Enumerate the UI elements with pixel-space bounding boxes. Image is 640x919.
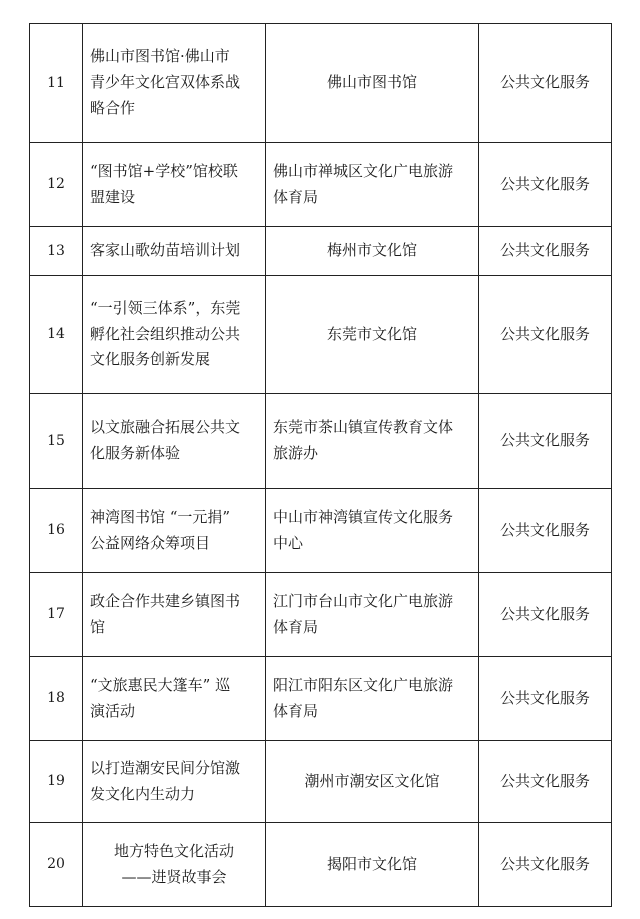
project-name: 以打造潮安民间分馆激 发文化内生动力 xyxy=(83,741,266,823)
organization: 潮州市潮安区文化馆 xyxy=(266,741,479,823)
organization: 江门市台山市文化广电旅游 体育局 xyxy=(266,573,479,657)
table-row xyxy=(30,489,612,573)
organization: 东莞市文化馆 xyxy=(266,276,479,394)
project-name: “图书馆+学校”馆校联 盟建设 xyxy=(83,143,266,227)
table-row xyxy=(30,573,612,657)
category: 公共文化服务 xyxy=(479,823,612,907)
project-name: “一引领三体系”，东莞 孵化社会组织推动公共 文化服务创新发展 xyxy=(83,276,266,394)
category: 公共文化服务 xyxy=(479,657,612,741)
project-name: 客家山歌幼苗培训计划 xyxy=(83,227,266,276)
organization: 梅州市文化馆 xyxy=(266,227,479,276)
project-name: 以文旅融合拓展公共文 化服务新体验 xyxy=(83,394,266,489)
table-row xyxy=(30,741,612,823)
row-number: 16 xyxy=(30,489,83,573)
project-name: “文旅惠民大篷车” 巡 演活动 xyxy=(83,657,266,741)
row-number: 12 xyxy=(30,143,83,227)
organization: 中山市神湾镇宣传文化服务 中心 xyxy=(266,489,479,573)
organization: 佛山市禅城区文化广电旅游 体育局 xyxy=(266,143,479,227)
row-number: 20 xyxy=(30,823,83,907)
category: 公共文化服务 xyxy=(479,143,612,227)
row-number: 19 xyxy=(30,741,83,823)
category: 公共文化服务 xyxy=(479,24,612,143)
project-name: 神湾图书馆 “一元捐” 公益网络众筹项目 xyxy=(83,489,266,573)
project-name: 政企合作共建乡镇图书 馆 xyxy=(83,573,266,657)
category: 公共文化服务 xyxy=(479,276,612,394)
table-row xyxy=(30,657,612,741)
project-table xyxy=(29,23,612,907)
row-number: 13 xyxy=(30,227,83,276)
table-row xyxy=(30,24,612,143)
category: 公共文化服务 xyxy=(479,227,612,276)
table-row xyxy=(30,394,612,489)
organization: 东莞市茶山镇宣传教育文体 旅游办 xyxy=(266,394,479,489)
table-row xyxy=(30,276,612,394)
category: 公共文化服务 xyxy=(479,394,612,489)
category: 公共文化服务 xyxy=(479,489,612,573)
project-name: 地方特色文化活动 ——进贤故事会 xyxy=(83,823,266,907)
row-number: 14 xyxy=(30,276,83,394)
category: 公共文化服务 xyxy=(479,741,612,823)
table-row xyxy=(30,227,612,276)
table-row xyxy=(30,823,612,907)
row-number: 15 xyxy=(30,394,83,489)
organization: 佛山市图书馆 xyxy=(266,24,479,143)
row-number: 17 xyxy=(30,573,83,657)
project-name: 佛山市图书馆·佛山市 青少年文化宫双体系战 略合作 xyxy=(83,24,266,143)
organization: 阳江市阳东区文化广电旅游 体育局 xyxy=(266,657,479,741)
table-row xyxy=(30,143,612,227)
row-number: 18 xyxy=(30,657,83,741)
category: 公共文化服务 xyxy=(479,573,612,657)
organization: 揭阳市文化馆 xyxy=(266,823,479,907)
row-number: 11 xyxy=(30,24,83,143)
